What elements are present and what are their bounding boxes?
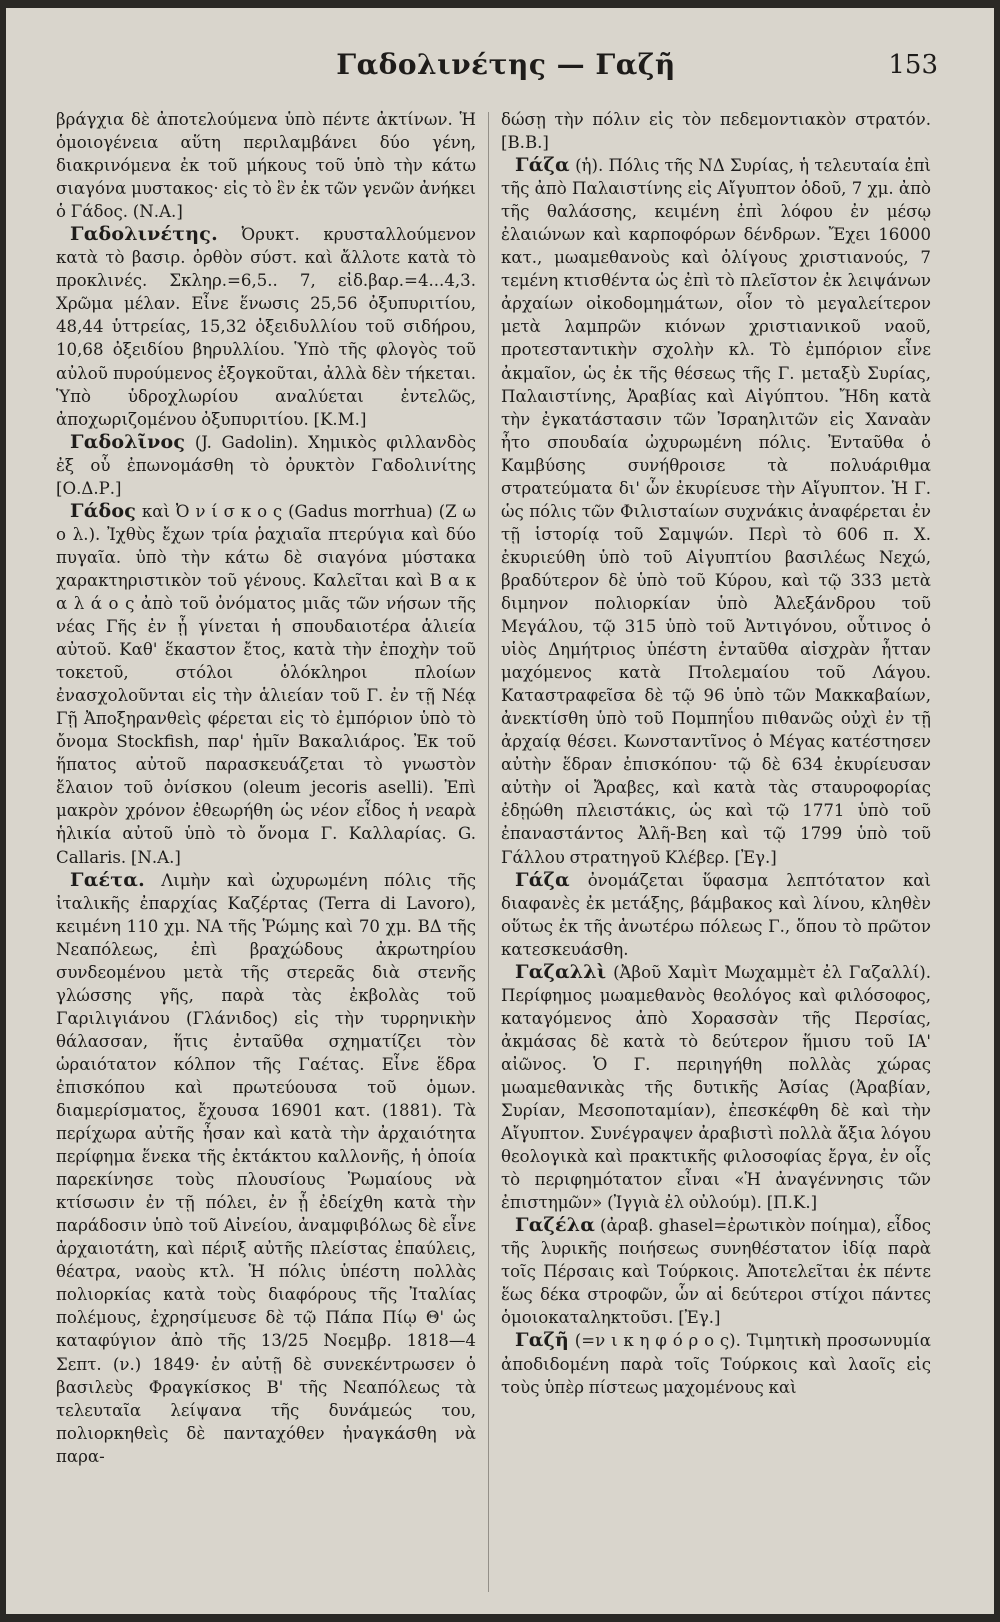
dictionary-entry (501, 154, 931, 868)
entry-headword: Γαζαλλὶ (515, 960, 607, 983)
left-column (56, 108, 476, 1468)
entry-headword: Γάζα (515, 154, 570, 177)
entry-headword: Γαέτα. (70, 868, 145, 891)
entry-text: Ὀρυκτ. κρυσταλλούμενον κατὰ τὸ βασιρ. ὀρθὸν σύστ. καὶ ἄλλοτε κατὰ τὸ προκλινές. Σκληρ.=6,5.. 7, εἰδ.βαρ.=4...4,3. Χρῶμα μέλαν. Εἶνε ἕνωσις 25,56 ὀξυπυριτίου, 48,44 ὑττρείας, 15,32 ὀξειδυλλίου τοῦ σιδήρου, 10,68 ὀξειδίου βηρυλλίου. Ὑπὸ τῆς φλογὸς τοῦ αὐλοῦ πυρούμενος ἐξογκοῦται, ἀλλὰ δὲν τήκεται. Ὑπὸ ὑδροχλωρίου αναλύεται ἐντελῶς, ἀποχωριζομένου ὀξυπυριτίου. [Κ.Μ.] (56, 225, 476, 429)
dictionary-entry (501, 1329, 931, 1398)
entry-headword: Γάζα (515, 868, 570, 891)
entry-text: (ἀραβ. ghasel=ἐρωτικὸν ποίημα), εἶδος τῆς λυρικῆς ποιήσεως συνηθέστατον ἰδίᾳ παρὰ τοῖς Πέρσαις καὶ Τούρκοις. Ἀποτελεῖται ἐκ πέντε ἕως δέκα στροφῶν, ὧν αἱ δεύτεροι στίχοι πάντες ὁμοιοκαταληκτοῦσι. [Ἐγ.] (501, 1216, 931, 1328)
dictionary-entry (56, 431, 476, 500)
running-head: Γαδολινέτης — Γαζῆ (336, 48, 676, 81)
entry-headword: Γαδολῖνος (70, 430, 186, 453)
entry-text: (=ν ι κ η φ ό ρ ο ς). Τιμητικὴ προσωνυμία ἀποδιδομένη παρὰ τοῖς Τούρκοις καὶ λαοῖς εἰς τοὺς ὑπὲρ πίστεως μαχομένους καὶ (501, 1331, 931, 1397)
continued-text (56, 108, 476, 223)
column-divider (488, 112, 489, 1592)
page-number: 153 (888, 50, 938, 80)
entry-text: καὶ Ὀ ν ί σ κ ο ς (Gadus morrhua) (Ζ ω ο λ.). Ἰχθὺς ἔχων τρία ῥαχιαῖα πτερύγια καὶ δύο πυγαῖα. ὑπὸ τὴν κάτω δὲ σιαγόνα μύστακα χαρακτηριστικὸν τοῦ γένους. Καλεῖται καὶ Β α κ α λ ά ο ς ἀπὸ τοῦ ὀνόματος μιᾶς τῶν νήσων τῆς νέας Γῆς ἐν ᾗ γίνεται ἡ σπουδαιοτέρα ἁλιεία αὐτοῦ. Καθ' ἕκαστον ἔτος, κατὰ τὴν ἐποχὴν τοῦ τοκετοῦ, στόλοι ὁλόκληροι πλοίων ἐνασχολοῦνται εἰς τὴν ἁλιείαν τοῦ Γ. ἐν τῇ Νέᾳ Γῇ Ἀποξηρανθεὶς φέρεται εἰς τὸ ἐμπόριον ὑπὸ τὸ ὄνομα Stockfish, παρ' ἡμῖν Βακαλιάρος. Ἐκ τοῦ ἥπατος αὐτοῦ παρασκευάζεται τὸ γνωστὸν ἔλαιον τοῦ ὀνίσκου (oleum jecoris aselli). Ἐπὶ μακρὸν χρόνον ἐθεωρήθη ὡς νέον εἶδος ἡ νεαρὰ ἡλικία αὐτοῦ ὑπὸ τὸ ὄνομα Γ. Καλλαρίας. G. Callaris. [Ν.Α.] (56, 501, 476, 867)
dictionary-entry (56, 223, 476, 430)
entry-text: (J. Gadolin). Χημικὸς φιλλανδὸς ἐξ οὗ ἐπωνομάσθη τὸ ὀρυκτὸν Γαδολινίτης [Ο.Δ.Ρ.] (56, 432, 476, 498)
entry-text: βράγχια δὲ ἀποτελούμενα ὑπὸ πέντε ἀκτίνων. Ἡ ὁμοιογένεια αὕτη περιλαμβάνει δύο γένη, διακρινόμενα ἐκ τοῦ μήκους τοῦ ὑπὸ τὴν κάτω σιαγόνα μυστακος· εἰς τὸ ἓν ἐκ τῶν γενῶν ἀνήκει ὁ Γάδος. (Ν.Α.] (56, 110, 476, 222)
entry-headword: Γαζέλα (515, 1214, 596, 1237)
entry-text: (ἡ). Πόλις τῆς ΝΔ Συρίας, ἡ τελευταία ἐπὶ τῆς ἀπὸ Παλαιστίνης εἰς Αἴγυπτον ὁδοῦ, 7 χμ. ἀπὸ τῆς θαλάσσης, κειμένη ἐπὶ λόφου ἐν μέσῳ ἐλαιώνων καὶ καρποφόρων δένδρων. Ἔχει 16000 κατ., μωαμεθανοὺς καὶ ὀλίγους χριστιανούς, 7 τεμένη κτισθέντα ὡς ἐπὶ τὸ πλεῖστον ἐκ λειψάνων ἀρχαίων οἰκοδομημάτων, οἷον τὸ μεγαλείτερον μετὰ λαμπρῶν κιόνων χριστιανικοῦ ναοῦ, προτεσταντικὴν σχολὴν κλ. Τὸ ἐμπόριον εἶνε ἀκμαῖον, ὡς ἐκ τῆς θέσεως τῆς Γ. μεταξὺ Συρίας, Παλαιστίνης, Ἀραβίας καὶ Αἰγύπτου. Ἤδη κατὰ τὴν ἐγκατάστασιν τῶν Ἰσραηλιτῶν εἰς Χαναὰν ἦτο σπουδαία ὠχυρωμένη πόλις. Ἐνταῦθα ὁ Καμβύσης συνήθροισε τὰ πολυάριθμα στρατεύματα δι' ὧν ἐκυρίευσε τὴν Αἴγυπτον. Ἡ Γ. ὡς πόλις τῶν Φιλισταίων συχνάκις ἀναφέρεται ἐν τῇ ἱστορίᾳ τοῦ Σαμψών. Περὶ τὸ 606 π. Χ. ἐκυριεύθη ὑπὸ τοῦ Αἰγυπτίου βασιλέως Νεχώ, βραδύτερον δὲ ὑπὸ τοῦ Κύρου, καὶ τῷ 333 μετὰ διμηνον πολιορκίαν ὑπὸ Ἀλεξάνδρου τοῦ Μεγάλου, τῷ 315 ὑπὸ τοῦ Ἀντιγόνου, οὗτινος ὁ υἱὸς Δημήτριος ὑπέστη ἐνταῦθα αἰσχρὰν ἧτταν μαχόμενος κατὰ Πτολεμαίου τοῦ Λάγου. Καταστραφεῖσα δὲ τῷ 96 ὑπὸ τῶν Μακκαβαίων, ἀνεκτίσθη ὑπὸ τοῦ Πομπηΐου πιθανῶς οὐχὶ ἐν τῇ ἀρχαίᾳ θέσει. Κωνσταντῖνος ὁ Μέγας κατέστησεν αὐτὴν ἕδραν ἐπισκόπου· τῷ δὲ 634 ἐκυρίευσαν αὐτὴν οἱ Ἄραβες, καὶ κατὰ τὰς σταυροφορίας ἐδῃώθη πλειστάκις, ὡς καὶ τῷ 1771 ὑπὸ τοῦ ἐπαναστάντος Ἀλῆ-Βεη καὶ τῷ 1799 ὑπὸ τοῦ Γάλλου στρατηγοῦ Κλέβερ. [Ἐγ.] (501, 156, 931, 867)
right-column (501, 108, 931, 1399)
document-page (6, 8, 994, 1614)
dictionary-entry (501, 1214, 931, 1329)
dictionary-entry (501, 961, 931, 1215)
dictionary-entry (501, 869, 931, 961)
continued-text (501, 108, 931, 154)
entry-text: δώσῃ τὴν πόλιν εἰς τὸν πεδεμοντιακὸν στρατόν. [Β.Β.] (501, 110, 931, 153)
entry-text: Λιμὴν καὶ ὠχυρωμένη πόλις τῆς ἰταλικῆς ἐπαρχίας Καζέρτας (Terra di Lavoro), κειμένη 110 χμ. ΝΑ τῆς Ῥώμης καὶ 70 χμ. ΒΔ τῆς Νεαπόλεως, ἐπὶ βραχώδους ἀκρωτηρίου συνδεομένου μετὰ τῆς στερεᾶς διὰ στενῆς γλώσσης γῆς, παρὰ τὰς ἐκβολὰς τοῦ Γαριλιγιάνου (Γλάνιδος) εἰς τὴν τυρρηνικὴν θάλασσαν, ἥτις ἐνταῦθα σχηματίζει τὸν ὡραιότατον κόλπον τῆς Γαέτας. Εἶνε ἕδρα ἐπισκόπου καὶ πρωτεύουσα τοῦ ὁμων. διαμερίσματος, ἔχουσα 16901 κατ. (1881). Τὰ περίχωρα αὐτῆς ἦσαν καὶ κατὰ τὴν ἀρχαιότητα περίφημα ἕνεκα τῆς ἐκτάκτου καλλονῆς, ἡ ὁποία παρεκίνησε τοὺς πλουσίους Ῥωμαίους νὰ κτίσωσιν ἐν τῇ πόλει, ἐν ᾗ ἐδείχθη κατὰ τὴν παράδοσιν ὑπὸ τοῦ Αἰνείου, ἀναμφιβόλως δὲ εἶνε ἀρχαιοτάτη, καὶ πέριξ αὐτῆς πλείστας ἐπαύλεις, θέατρα, ναοὺς κτλ. Ἡ πόλις ὑπέστη πολλὰς πολιορκίας κατὰ τοὺς διαφόρους τῆς Ἰταλίας πολέμους, ἐχρησίμευσε δὲ τῷ Πάπα Πίῳ Θ' ὡς καταφύγιον ἀπὸ τῆς 13/25 Νοεμβρ. 1818—4 Σεπτ. (ν.) 1849· ἐν αὐτῇ δὲ συνεκέντρωσεν ὁ βασιλεὺς Φραγκίσκος Β' τῆς Νεαπόλεως τὰ τελευταῖα λείψανα τῆς δυνάμεώς του, πολιορκηθεὶς δὲ πανταχόθεν ἠναγκάσθη νὰ παρα- (56, 870, 476, 1466)
entry-headword: Γαζῆ (515, 1329, 569, 1352)
dictionary-entry (56, 869, 476, 1468)
entry-headword: Γαδολινέτης. (70, 223, 218, 246)
page-header (6, 48, 994, 88)
entry-headword: Γάδος (70, 499, 137, 522)
entry-text: ὀνομάζεται ὕφασμα λεπτότατον καὶ διαφανὲς ἐκ μετάξης, βάμβακος καὶ λίνου, κληθὲν οὕτως ἐκ τῆς ἀνωτέρω πόλεως Γ., ὅπου τὸ πρῶτον κατεσκευάσθη. (501, 870, 932, 959)
dictionary-entry (56, 500, 476, 869)
entry-text: (Ἀβοῦ Χαμὶτ Μωχαμμὲτ ἐλ Γαζαλλί). Περίφημος μωαμεθανὸς θεολόγος καὶ φιλόσοφος, καταγόμενος ἀπὸ Χορασσὰν τῆς Περσίας, ἀκμάσας δὲ κατὰ τὸ δεύτερον ἥμισυ τοῦ ΙΑ' αἰῶνος. Ὁ Γ. περιηγήθη πολλὰς χώρας μωαμεθανικὰς τῆς δυτικῆς Ἀσίας (Ἀραβίαν, Συρίαν, Μεσοποταμίαν), ἐπεσκέφθη δὲ καὶ τὴν Αἴγυπτον. Συνέγραψεν ἀραβιστὶ πολλὰ ἄξια λόγου θεολογικὰ καὶ πρακτικῆς φιλοσοφίας ἔργα, ἐν οἷς τὸ περιφημότατον εἶναι «Ἡ ἀναγέννησις τῶν ἐπιστημῶν» (Ἰγγιὰ ἐλ οὐλούμ). [Π.Κ.] (501, 962, 932, 1213)
